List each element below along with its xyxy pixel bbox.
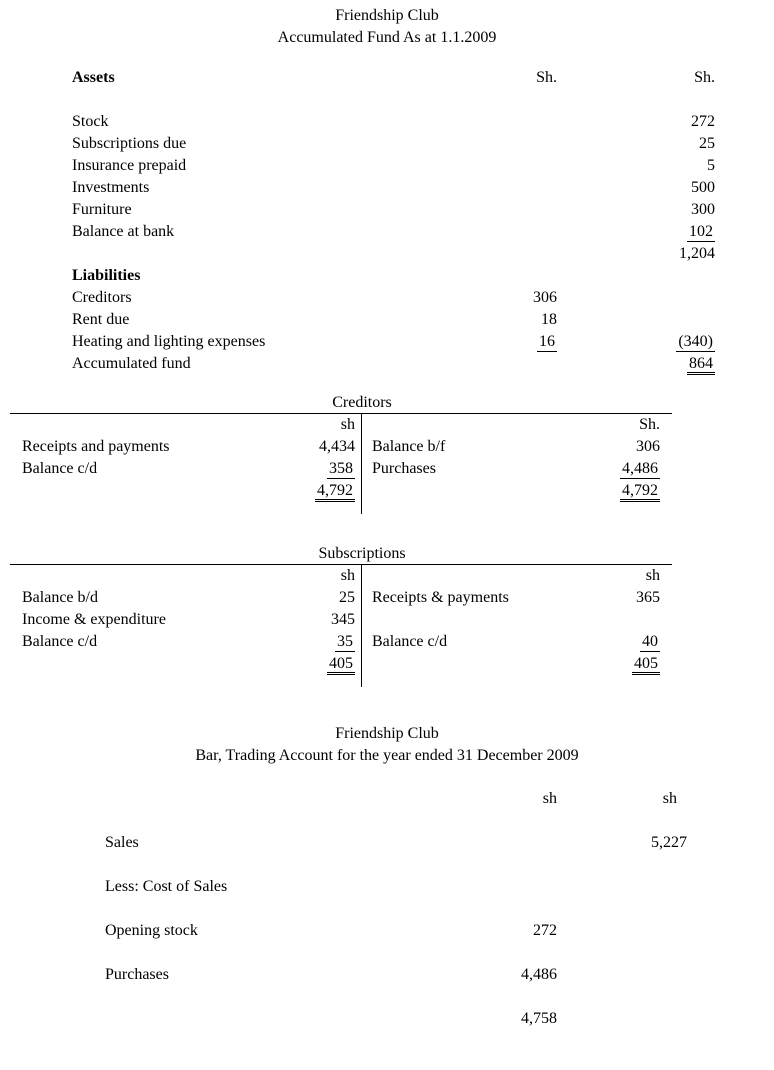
accumulated-fund-total: 864 (687, 355, 715, 375)
entry-label: Income & expenditure (22, 611, 166, 628)
amount-cell: 500 (691, 179, 715, 196)
account-row (22, 587, 355, 609)
amount-cell: 25 (699, 135, 715, 152)
column-header-sh1: Sh. (536, 69, 557, 86)
statement-row (72, 331, 715, 353)
amount-cell: 5 (707, 157, 715, 174)
trading-title: Friendship Club (335, 725, 439, 742)
column-header: sh (340, 567, 355, 584)
row-label: Balance at bank (72, 223, 175, 240)
account-row (22, 458, 355, 480)
account-total-row (22, 653, 355, 675)
trading-title-block (0, 723, 774, 767)
row-label: Accumulated fund (72, 355, 191, 372)
statement-row (72, 221, 715, 243)
creditors-account (10, 393, 672, 514)
trading-subtitle: Bar, Trading Account for the year ended 31 December 2009 (195, 747, 579, 764)
amount-cell-underlined: (340) (678, 333, 713, 350)
entry-amount: 345 (331, 611, 355, 628)
entry-amount: 25 (339, 589, 355, 606)
doc-subtitle: Accumulated Fund As at 1.1.2009 (277, 29, 497, 46)
row-label: Creditors (72, 289, 132, 306)
liabilities-heading: Liabilities (72, 267, 141, 284)
row-label: Opening stock (105, 922, 198, 939)
account-row (372, 458, 660, 480)
statement-row (72, 287, 715, 309)
amount-cell: 5,227 (651, 834, 687, 851)
statement-row (72, 199, 715, 221)
column-header-sh1: sh (542, 790, 557, 807)
account-header-row (372, 414, 660, 436)
trading-row (105, 833, 687, 877)
account-header-row (372, 565, 660, 587)
row-label (105, 1009, 467, 1053)
account-row (22, 609, 355, 631)
column-header: sh (645, 567, 660, 584)
assets-heading: Assets (72, 69, 115, 86)
subscriptions-debit-side (10, 565, 362, 687)
trading-header-row (105, 789, 687, 833)
row-label: Less: Cost of Sales (105, 878, 228, 895)
subscriptions-account-title: Subscriptions (318, 545, 406, 562)
column-header: sh (340, 416, 355, 433)
statement-row (72, 111, 715, 133)
subscriptions-account-table (10, 564, 672, 687)
account-header-row (22, 565, 355, 587)
subscriptions-account (10, 544, 672, 687)
amount-cell: 18 (541, 311, 557, 328)
bar-trading-account (105, 789, 687, 1053)
entry-label: Balance b/f (372, 438, 446, 455)
amount-cell-underlined: 102 (689, 223, 713, 240)
entry-label: Receipts and payments (22, 438, 170, 455)
statement-row (72, 309, 715, 331)
amount-cell: 272 (533, 922, 557, 939)
amount-cell: 4,486 (521, 966, 557, 983)
cost-of-sales-subtotal: 4,758 (521, 1010, 557, 1027)
account-total-row (372, 480, 660, 502)
creditors-credit-side (362, 414, 672, 514)
account-row (22, 631, 355, 653)
doc-title: Friendship Club (335, 7, 439, 24)
blank-row (72, 89, 715, 111)
row-label: Investments (72, 179, 150, 196)
trading-row (105, 877, 687, 921)
creditors-debit-side (10, 414, 362, 514)
entry-total: 4,792 (620, 482, 660, 502)
creditors-account-title: Creditors (332, 394, 392, 411)
entry-label: Balance c/d (372, 633, 448, 650)
account-row (22, 436, 355, 458)
row-label: Subscriptions due (72, 135, 187, 152)
statement-row (72, 155, 715, 177)
entry-total: 405 (632, 655, 660, 675)
entry-label: Balance b/d (22, 589, 98, 606)
column-header-sh2: Sh. (694, 69, 715, 86)
row-label: Sales (105, 834, 139, 851)
assets-total: 1,204 (679, 245, 715, 262)
trading-row (105, 965, 687, 1009)
entry-amount-underlined: 40 (642, 633, 658, 650)
account-blank-row (372, 609, 660, 631)
row-label: Furniture (72, 201, 132, 218)
amount-cell: 306 (533, 289, 557, 306)
trading-subtotal-row (105, 1009, 687, 1053)
row-label: Rent due (72, 311, 130, 328)
subscriptions-credit-side (362, 565, 672, 687)
statement-total-row (72, 243, 715, 265)
amount-cell: 272 (691, 113, 715, 130)
trading-row (105, 921, 687, 965)
row-label: Stock (72, 113, 109, 130)
account-row (372, 436, 660, 458)
entry-label: Balance c/d (22, 633, 98, 650)
entry-amount-underlined: 35 (337, 633, 353, 650)
accumulated-fund-statement (72, 67, 715, 375)
row-label: Heating and lighting expenses (72, 333, 266, 350)
entry-label: Purchases (372, 460, 436, 477)
statement-row (72, 353, 715, 375)
statement-row (72, 177, 715, 199)
entry-amount-underlined: 358 (329, 460, 353, 477)
entry-label: Receipts & payments (372, 589, 509, 606)
entry-amount: 306 (636, 438, 660, 455)
column-header-sh2: sh (662, 790, 677, 807)
liabilities-heading-row (72, 265, 715, 287)
amount-cell-underlined: 16 (539, 333, 555, 350)
account-total-row (372, 653, 660, 675)
statement-row (72, 133, 715, 155)
entry-total: 4,792 (315, 482, 355, 502)
row-label: Insurance prepaid (72, 157, 187, 174)
entry-label: Balance c/d (22, 460, 98, 477)
statement-header-row (72, 67, 715, 89)
statement-title-block (0, 0, 774, 49)
entry-amount: 365 (636, 589, 660, 606)
account-total-row (22, 480, 355, 502)
account-row (372, 587, 660, 609)
account-header-row (22, 414, 355, 436)
amount-cell: 300 (691, 201, 715, 218)
entry-amount: 4,434 (319, 438, 355, 455)
column-header: Sh. (639, 416, 660, 433)
creditors-account-table (10, 413, 672, 514)
row-label: Purchases (105, 966, 169, 983)
entry-amount-underlined: 4,486 (622, 460, 658, 477)
entry-total: 405 (327, 655, 355, 675)
account-row (372, 631, 660, 653)
